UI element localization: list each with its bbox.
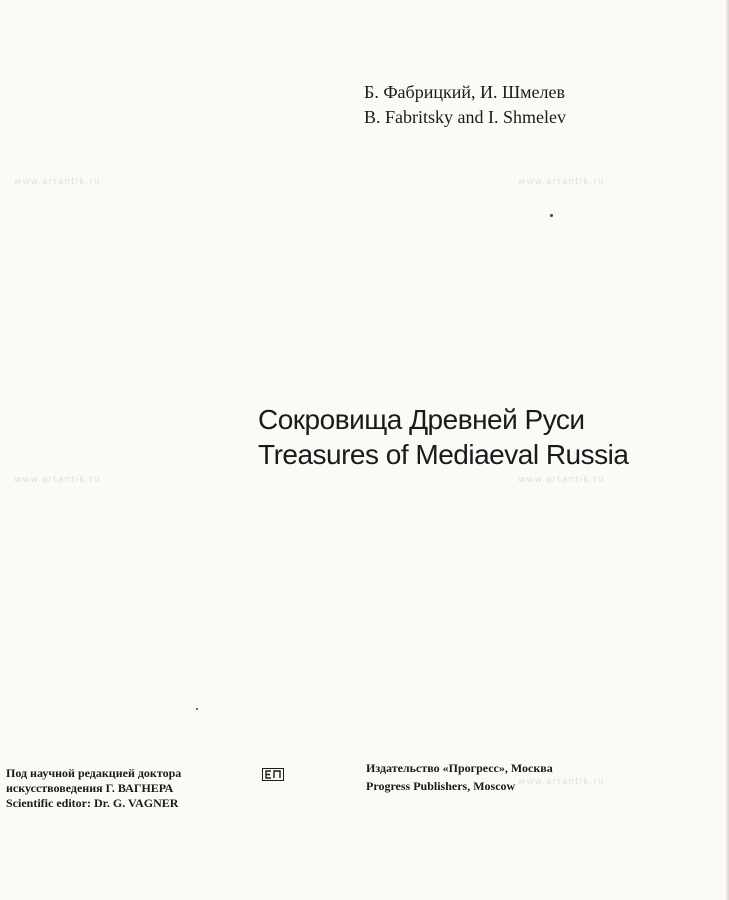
editor-line-en: Scientific editor: Dr. G. VAGNER <box>6 796 179 810</box>
title-block <box>258 402 698 472</box>
publisher-mark-svg <box>264 770 282 779</box>
publisher-english: Progress Publishers, Moscow <box>366 779 516 793</box>
watermark: www.artantik.ru <box>518 475 605 485</box>
watermark: www.artantik.ru <box>14 475 101 485</box>
publisher-mark-icon <box>262 768 284 781</box>
title-russian: Сокровища Древней Руси <box>258 404 585 435</box>
watermark: www.artantik.ru <box>14 177 101 187</box>
publisher-imprint <box>366 759 626 795</box>
editor-line-ru-2: искусствоведения Г. ВАГНЕРА <box>6 781 174 795</box>
publisher-russian: Издательство «Прогресс», Москва <box>366 761 553 775</box>
print-speck <box>550 214 553 217</box>
watermark: www.artantik.ru <box>518 177 605 187</box>
authors-english: B. Fabritsky and I. Shmelev <box>364 107 566 127</box>
watermark: www.artantik.ru <box>518 777 605 787</box>
editor-credit <box>6 766 246 811</box>
print-speck <box>196 708 198 710</box>
authors-russian: Б. Фабрицкий, И. Шмелев <box>364 82 565 102</box>
authors <box>364 80 664 130</box>
editor-line-ru-1: Под научной редакцией доктора <box>6 766 182 780</box>
title-english: Treasures of Mediaeval Russia <box>258 439 629 470</box>
